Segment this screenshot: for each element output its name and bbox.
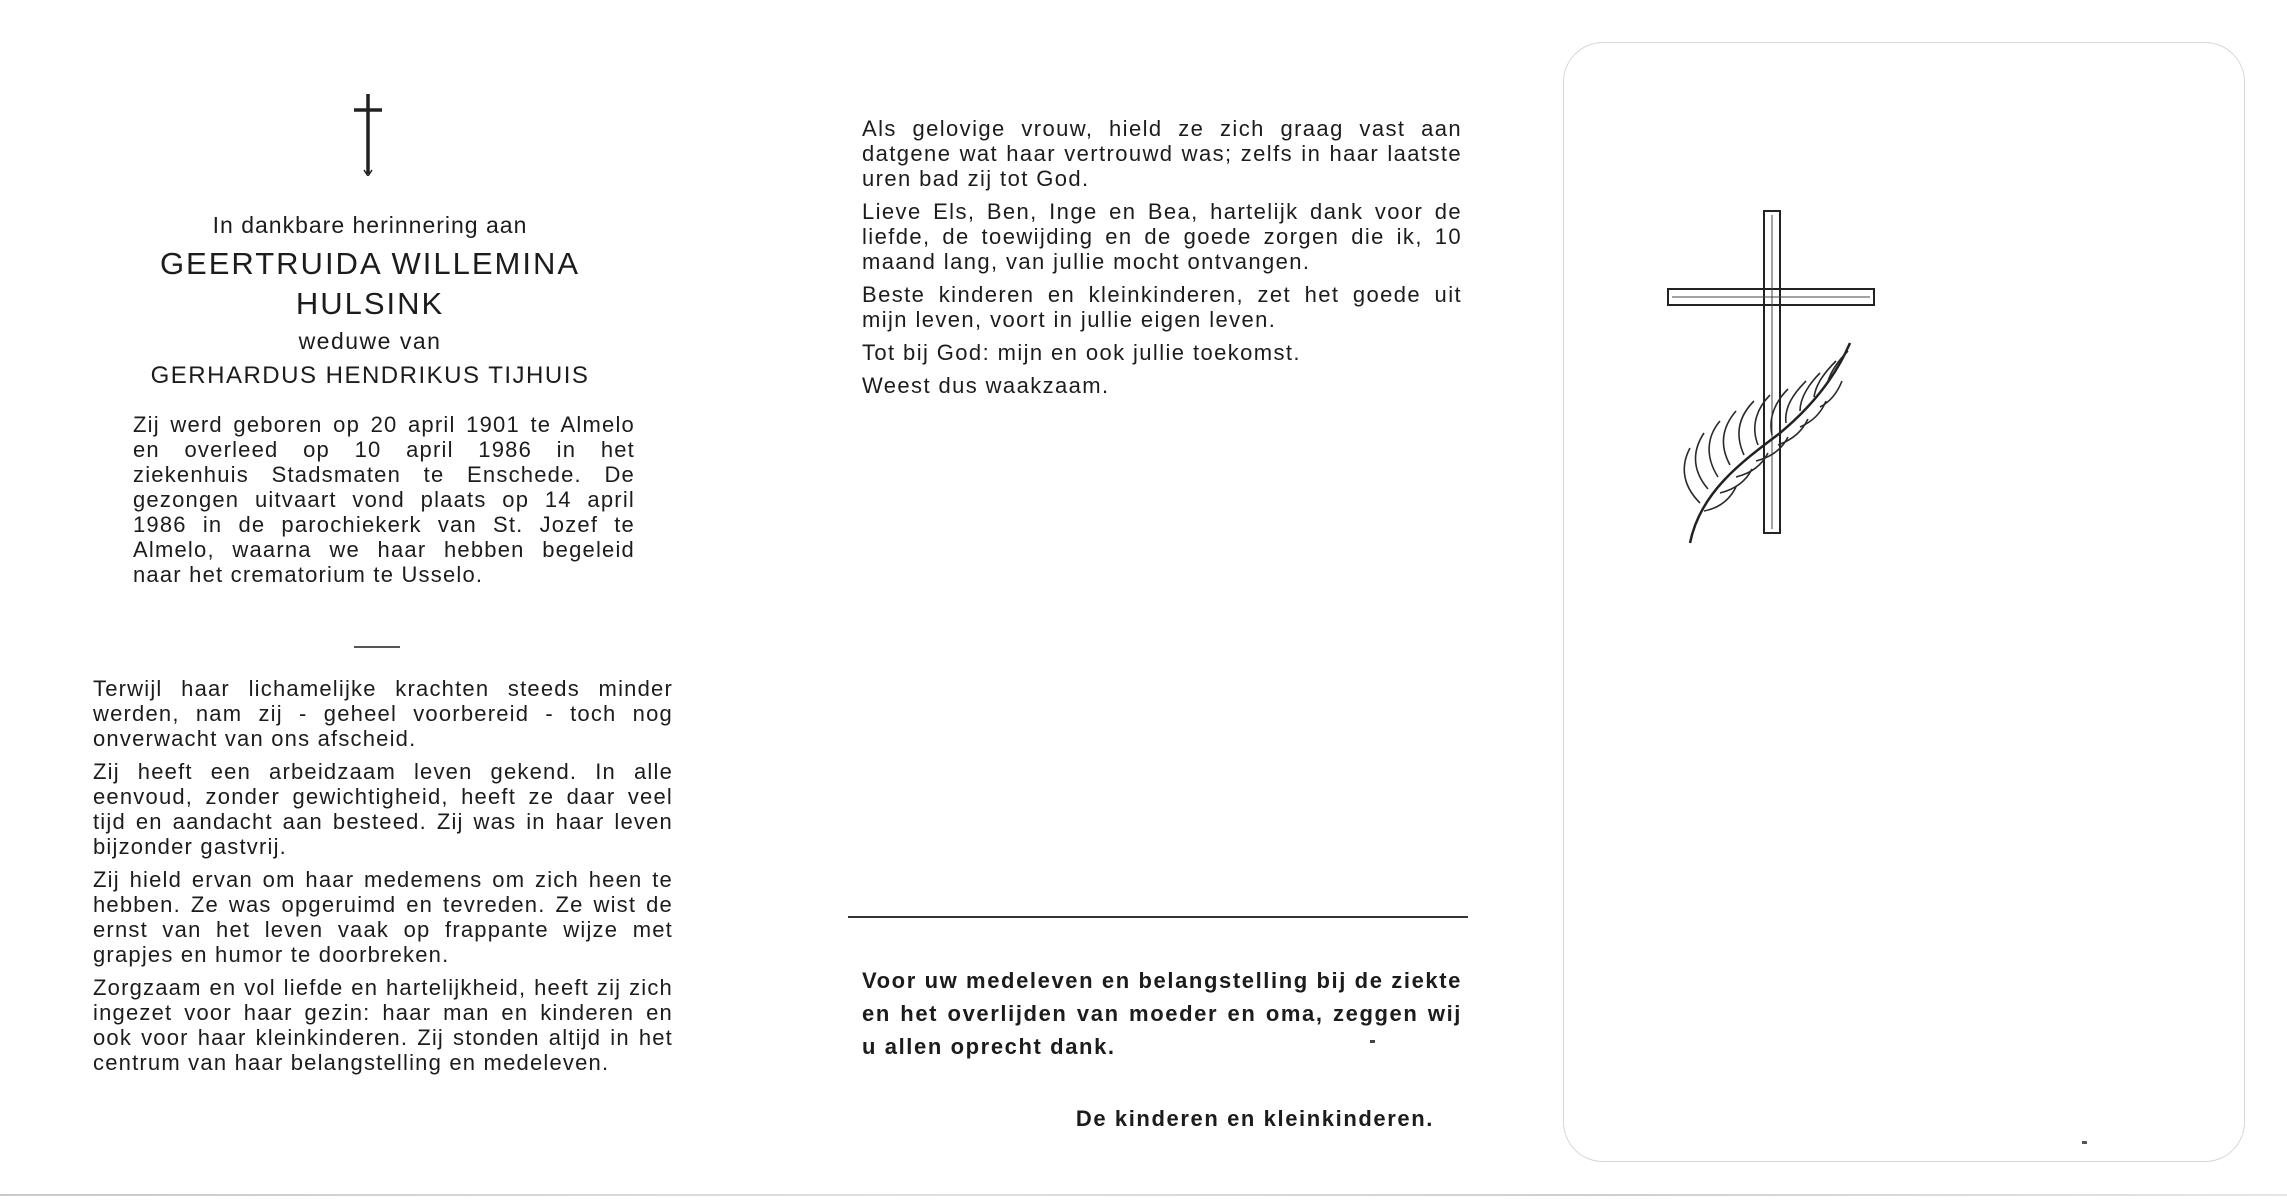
cross-icon (350, 92, 386, 176)
cross-with-palm-icon (1660, 163, 1900, 563)
birth-death-paragraph (133, 412, 635, 595)
print-mark (2082, 1141, 2087, 1144)
bio-paragraph: Zorgzaam en vol liefde en hartelijkheid, heeft zij zich ingezet voor haar gezin: haar man en kinderen en ook voor haar kleinkinderen. Zij stonden altijd in het centrum van haar belangstelling en medeleven. (93, 975, 673, 1075)
message-paragraph: Als gelovige vrouw, hield ze zich graag vast aan datgene wat haar vertrouwd was; zelfs in haar laatste uren bad zij tot God. (862, 116, 1462, 191)
signoff: De kinderen en kleinkinderen. (1075, 1106, 1434, 1131)
section-divider (354, 646, 400, 648)
widow-of-line: weduwe van (298, 328, 442, 354)
biography (93, 676, 673, 1083)
deceased-name-last: HULSINK (295, 286, 445, 321)
bio-paragraph: Zij hield ervan om haar medemens om zich heen te hebben. Ze was opgeruimd en tevreden. Ze wist de ernst van het leven vaak op frappante wijze met grapjes en humor te doorbreken. (93, 867, 673, 967)
message-paragraph: Weest dus waakzaam. (862, 373, 1110, 398)
message-paragraph: Tot bij God: mijn en ook jullie toekomst. (862, 340, 1301, 365)
cross-card (1563, 42, 2245, 1162)
thank-you-note: Voor uw medeleven en belangstelling bij de ziekte en het overlijden van moeder en oma, zeggen wij u allen oprecht dank. (862, 968, 1463, 1059)
paper-edge (0, 1194, 2287, 1196)
message-text (862, 116, 1462, 406)
intro-line: In dankbare herinnering aan (212, 212, 528, 238)
bio-paragraph: Zij heeft een arbeidzaam leven gekend. In alle eenvoud, zonder gewichtigheid, heeft ze daar veel tijd en aandacht aan besteed. Zij was in haar leven bijzonder gastvrij. (93, 759, 673, 859)
left-panel (0, 0, 790, 1200)
bio-paragraph: Terwijl haar lichamelijke krachten steeds minder werden, nam zij - geheel voorbereid - toch nog onverwacht van ons afscheid. (93, 676, 673, 751)
message-paragraph: Beste kinderen en kleinkinderen, zet het goede uit mijn leven, voort in jullie eigen leven. (862, 282, 1462, 332)
print-mark (1370, 1040, 1375, 1043)
husband-name: GERHARDUS HENDRIKUS TIJHUIS (150, 362, 590, 389)
birth-death-text: Zij werd geboren op 20 april 1901 te Almelo en overleed op 10 april 1986 in het ziekenhuis Stadsmaten te Enschede. De gezongen uitvaart vond plaats op 14 april 1986 in de parochiekerk van St. Jozef te Almelo, waarna we haar hebben begeleid naar het crematorium te Usselo. (133, 412, 635, 587)
message-paragraph: Lieve Els, Ben, Inge en Bea, hartelijk dank voor de liefde, de toewijding en de goede zorgen die ik, 10 maand lang, van jullie mocht ontvangen. (862, 199, 1462, 274)
horizontal-rule (848, 916, 1468, 918)
deceased-name-first: GEERTRUIDA WILLEMINA (159, 246, 581, 281)
middle-panel (830, 0, 1470, 1200)
